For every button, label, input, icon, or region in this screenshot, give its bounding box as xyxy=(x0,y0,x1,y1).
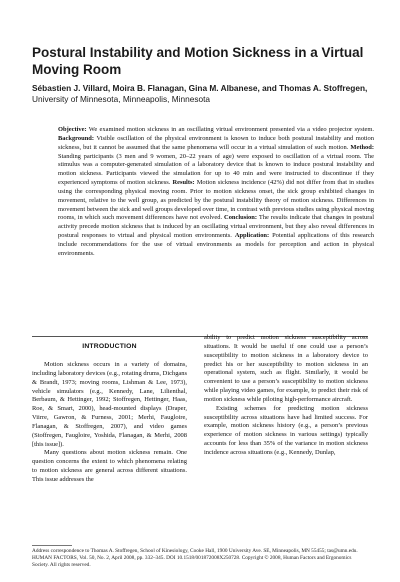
conclusion-label: Conclusion: xyxy=(224,214,257,222)
body-paragraph: Motion sickness occurs in a variety of domains, including laboratory devices (e.g., rotating drums, Dichgans & Brandt, 1973; moving rooms, Lishman & Lee, 1973), vehicle simulators (e.g., Kennedy, Lane, Lilienthal, Berbaum, & Hettinger, 1992; Stoffregen, Hettinger, Haas, Roe, & Smart, 2000), head-mounted displays (Draper, Viirre, Gawron, & Furness, 2001; Merhi, Faugloire, Flanagan, & Stoffregen, 2007), and video games (Stoffregen, Faugloire, Yoshida, Flanagan, & Merhi, 2008 [this issue]). xyxy=(32,361,187,448)
results-text: Motion sickness incidence (42%) did not differ from that in studies using the corresponding physical moving room. Prior to motion sickness onset, the sick group exhibited changes in movement, relative to the well group, as predicted by the postural instability theory of motion sickness. Differences in movement between the sick and well groups developed over time, in contrast with previous studies using physical moving rooms, in which such movement differences have not evolved. xyxy=(58,179,374,222)
method-label: Method: xyxy=(350,143,374,151)
method-text: Standing participants (3 men and 9 women, 20–22 years of age) were exposed to oscillation of a virtual room. The stimulus was a computer-generated simulation of a laboratory device that is known to induce postural instability and motion sickness. Participants viewed the simulation for up to 40 min and were instructed to discontinue if they experienced symptoms of motion sickness. xyxy=(58,152,374,187)
body-paragraph: Many questions about motion sickness remain. One question concerns the extent to which phenomena relating to motion sickness are general across different situations. This issue addresses the xyxy=(32,449,187,483)
background-label: Background: xyxy=(58,134,95,142)
application-text: Potential applications of this research include recommendations for the use of virtual environments as models for perception and action in physical environments. xyxy=(58,232,374,257)
left-column xyxy=(32,361,187,543)
body-paragraph: Existing schemes for predicting motion sickness susceptibility across situations have had limited success. For example, motion sickness history (e.g., a person’s previous experience of motion sickness in various settings) typically accounts for less than 35% of the variance in motion sickness incidence across situations (e.g., Kennedy, Dunlap, xyxy=(204,404,368,456)
objective-text: We examined motion sickness in an oscillating virtual environment presented via a video projector system. xyxy=(86,126,374,133)
right-column xyxy=(204,334,368,543)
abstract xyxy=(58,126,374,330)
conclusion-text: The results indicate that changes in postural activity precede motion sickness that is induced by an oscillating virtual environment, but they also reveal differences in postural responses to virtual and physical motion environments. xyxy=(58,214,374,240)
background-text: Visible oscillation of the physical environment is known to induce both postural instability and motion sickness, but it cannot be assumed that the same phenomena will occur in a virtual simulation of such motion. xyxy=(58,134,374,151)
affiliation: University of Minnesota, Minneapolis, Minnesota xyxy=(32,94,211,104)
application-label: Application: xyxy=(234,232,270,240)
body-paragraph: ability to predict motion sickness susceptibility across situations. It would be useful if one could use a person’s susceptibility to motion sickness in a laboratory device to predict his or her susceptibility to motion sickness in an operational system, such as flight. Similarly, it would be convenient to use a person’s susceptibility to motion sickness while playing video games, for example, to predict their risk of motion sickness while piloting high-performance aircraft. xyxy=(204,334,368,403)
footnote-divider xyxy=(32,545,72,546)
objective-label: Objective: xyxy=(58,126,87,133)
results-label: Results: xyxy=(172,179,195,187)
paper-title: Postural Instability and Motion Sickness in a Virtual Moving Room xyxy=(32,45,364,77)
section-heading: INTRODUCTION xyxy=(82,343,137,350)
correspondence-footnote: Address correspondence to Thomas A. Stoffregen, School of Kinesiology, Cooke Hall, 1900 University Ave. SE, Minneapolis, MN 55455; tas@umn.edu. HUMAN FACTORS, Vol. 50, No. 2, April 2008, pp. 332–345. DOI 10.1518/001872008X250728. Copyright © 2008, Human Factors and Ergonomics Society. All rights reserved. xyxy=(32,548,358,569)
author-list: Sébastien J. Villard, Moira B. Flanagan, Gina M. Albanese, and Thomas A. Stoffregen, xyxy=(32,83,368,93)
